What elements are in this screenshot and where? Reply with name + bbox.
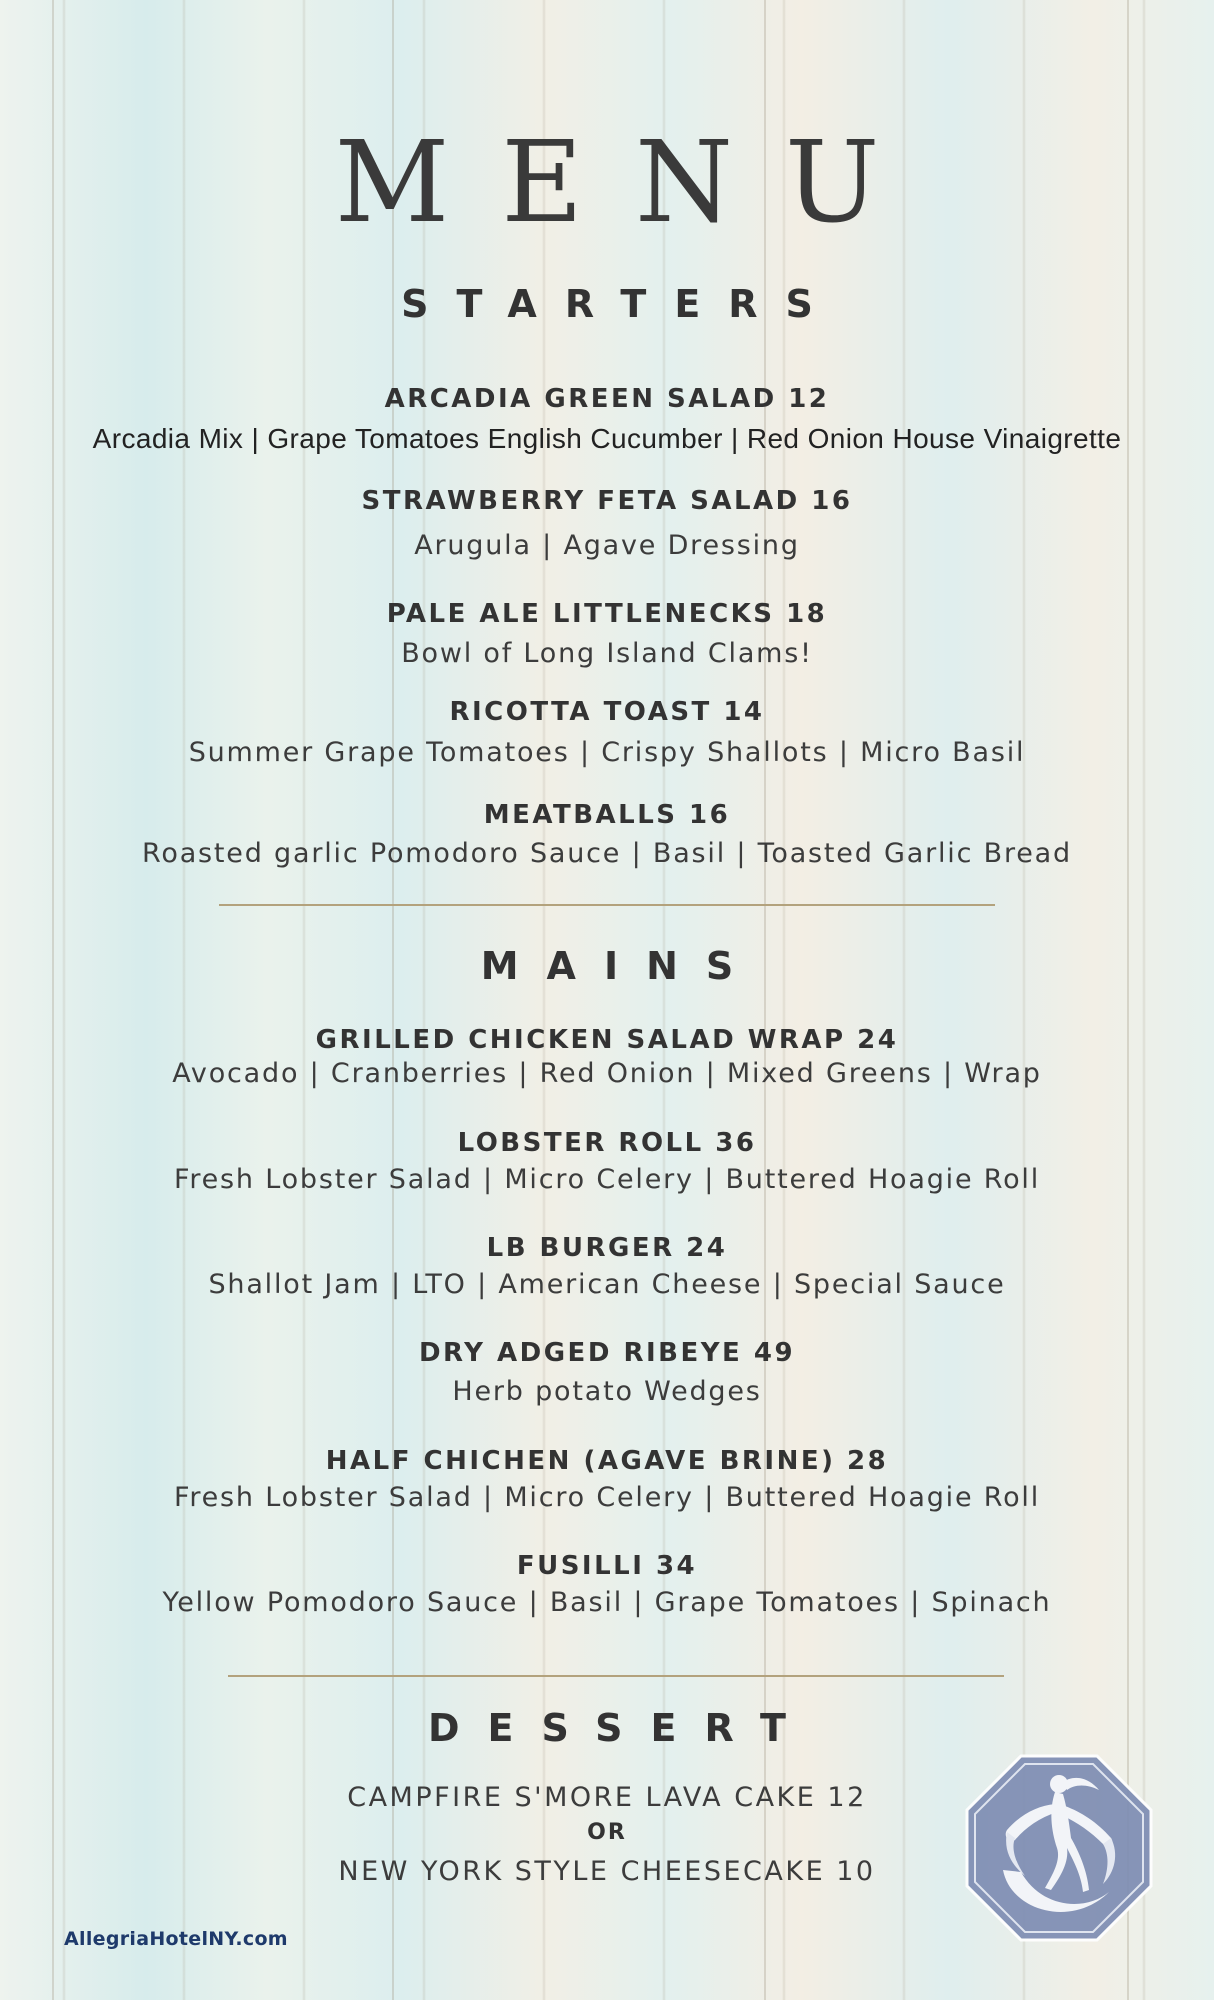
menu-item-description: Herb potato Wedges <box>452 1376 762 1407</box>
menu-item-name: FUSILLI 34 <box>516 1551 698 1581</box>
menu-item-name: LB BURGER 24 <box>486 1233 728 1263</box>
section-heading-mains: MAINS <box>480 944 762 988</box>
menu-item-description: Arcadia Mix | Grape Tomatoes English Cucumber | Red Onion House Vinaigrette <box>92 423 1122 454</box>
menu-item-description: Arugula | Agave Dressing <box>414 530 800 561</box>
hotel-logo <box>963 1752 1155 1944</box>
menu-item-name: ARCADIA GREEN SALAD 12 <box>384 384 830 414</box>
menu-item-name: STRAWBERRY FETA SALAD 16 <box>361 486 853 516</box>
menu-item-name: DRY ADGED RIBEYE 49 <box>418 1338 796 1368</box>
website-link[interactable]: AllegriaHotelNY.com <box>64 1928 288 1950</box>
menu-item-name: HALF CHICHEN (AGAVE BRINE) 28 <box>325 1446 889 1476</box>
menu-item-name: RICOTTA TOAST 14 <box>449 697 765 727</box>
menu-item-name: PALE ALE LITTLENECKS 18 <box>386 599 828 629</box>
menu-item-name: GRILLED CHICKEN SALAD WRAP 24 <box>315 1025 899 1055</box>
section-divider <box>219 904 995 906</box>
menu-title: MENU <box>334 118 932 248</box>
menu-item-description: Roasted garlic Pomodoro Sauce | Basil | Toasted Garlic Bread <box>142 838 1072 869</box>
dancing-woman-octagon-logo-icon <box>963 1752 1155 1944</box>
dessert-item: NEW YORK STYLE CHEESECAKE 10 <box>338 1856 876 1887</box>
section-heading-dessert: DESSERT <box>428 1706 814 1750</box>
menu-item-description: Fresh Lobster Salad | Micro Celery | Buttered Hoagie Roll <box>173 1164 1041 1195</box>
menu-item-description: Bowl of Long Island Clams! <box>401 638 813 669</box>
menu-item-name: LOBSTER ROLL 36 <box>457 1128 757 1158</box>
section-divider <box>228 1675 1004 1677</box>
menu-item-description: Summer Grape Tomatoes | Crispy Shallots | Micro Basil <box>188 737 1026 768</box>
menu-item-description: Shallot Jam | LTO | American Cheese | Special Sauce <box>208 1269 1006 1300</box>
menu-item-description: Fresh Lobster Salad | Micro Celery | Buttered Hoagie Roll <box>173 1482 1041 1513</box>
menu-item-name: MEATBALLS 16 <box>483 800 731 830</box>
dessert-item: CAMPFIRE S'MORE LAVA CAKE 12 <box>347 1782 867 1813</box>
section-heading-starters: STARTERS <box>401 282 841 326</box>
menu-item-description: Avocado | Cranberries | Red Onion | Mixed Greens | Wrap <box>172 1058 1042 1089</box>
menu-item-description: Yellow Pomodoro Sauce | Basil | Grape Tomatoes | Spinach <box>162 1587 1052 1618</box>
dessert-or-separator: OR <box>587 1820 627 1845</box>
